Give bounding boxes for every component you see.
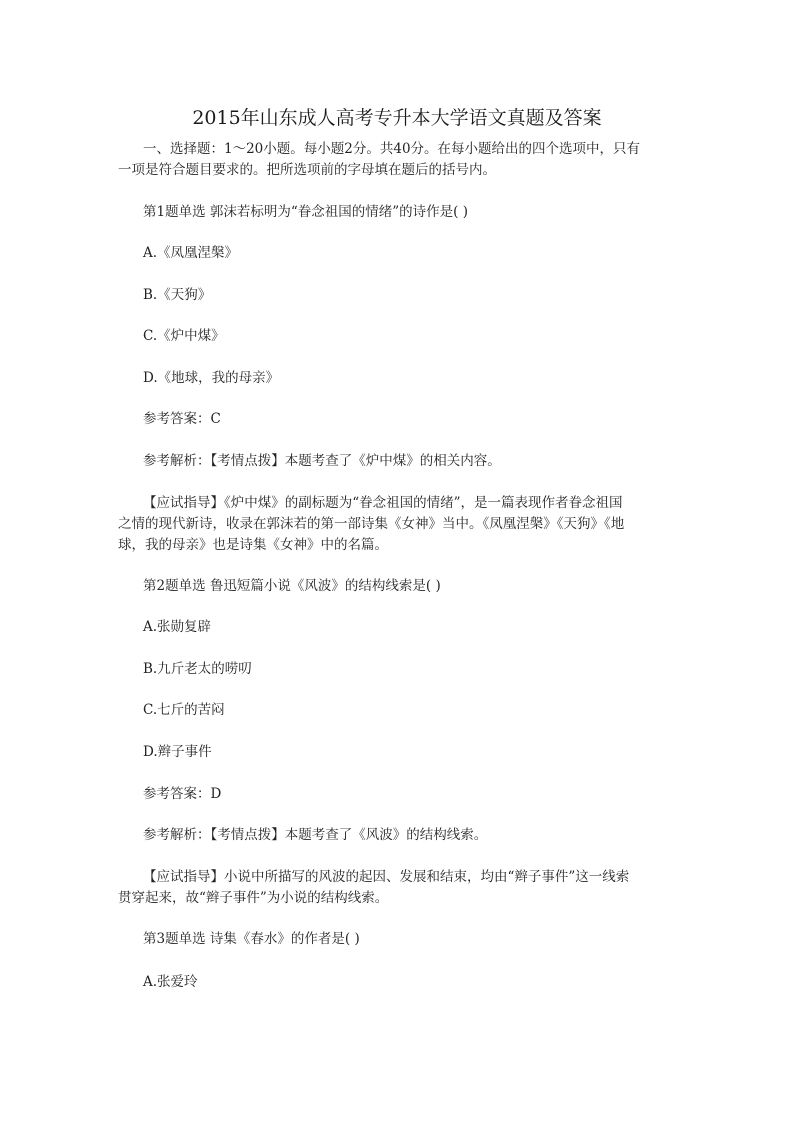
question-1-option-d: D.《地球，我的母亲》 bbox=[143, 370, 280, 386]
question-2-option-d: D.辫子事件 bbox=[143, 744, 212, 760]
question-1-guide-line-2: 之情的现代新诗，收录在郭沫若的第一部诗集《女神》当中。《凤凰涅槃》《天狗》《地 bbox=[118, 516, 625, 532]
question-1-analysis: 参考解析：【考情点拨】本题考查了《炉中煤》的相关内容。 bbox=[143, 453, 501, 469]
question-2-guide-line-1: 【应试指导】小说中所描写的风波的起因、发展和结束，均由“辫子事件”这一线索 bbox=[143, 869, 630, 885]
question-2-option-a: A.张勋复辟 bbox=[143, 619, 212, 635]
question-1-option-b: B.《天狗》 bbox=[143, 287, 212, 303]
question-1-stem: 第1题单选 郭沫若标明为“眷念祖国的情绪”的诗作是( ) bbox=[143, 204, 469, 220]
question-3-option-a: A.张爱玲 bbox=[143, 974, 198, 990]
question-3-stem: 第3题单选 诗集《春水》的作者是( ) bbox=[143, 931, 360, 947]
question-2-analysis: 参考解析：【考情点拨】本题考查了《风波》的结构线索。 bbox=[143, 827, 488, 843]
question-1-guide-line-1: 【应试指导】《炉中煤》的副标题为“眷念祖国的情绪”，是一篇表现作者眷念祖国 bbox=[143, 495, 623, 511]
question-1-answer: 参考答案：C bbox=[143, 411, 221, 427]
question-2-option-b: B.九斤老太的唠叨 bbox=[143, 661, 252, 677]
question-2-guide-line-2: 贯穿起来，故“辫子事件”为小说的结构线索。 bbox=[118, 890, 389, 906]
question-1-option-a: A.《凤凰涅槃》 bbox=[143, 245, 239, 261]
question-2-option-c: C.七斤的苦闷 bbox=[143, 702, 225, 718]
question-1-guide-line-3: 球，我的母亲》也是诗集《女神》中的名篇。 bbox=[118, 537, 388, 553]
page-title: 2015年山东成人高考专升本大学语文真题及答案 bbox=[192, 107, 602, 129]
section-intro-line-1: 一、选择题：1～20小题。每小题2分。共40分。在每小题给出的四个选项中，只有 bbox=[143, 141, 641, 157]
question-1-option-c: C.《炉中煤》 bbox=[143, 328, 225, 344]
section-intro-line-2: 一项是符合题目要求的。把所选项前的字母填在题后的括号内。 bbox=[118, 162, 496, 178]
question-2-stem: 第2题单选 鲁迅短篇小说《风波》的结构线索是( ) bbox=[143, 578, 441, 594]
question-2-answer: 参考答案：D bbox=[143, 786, 222, 802]
